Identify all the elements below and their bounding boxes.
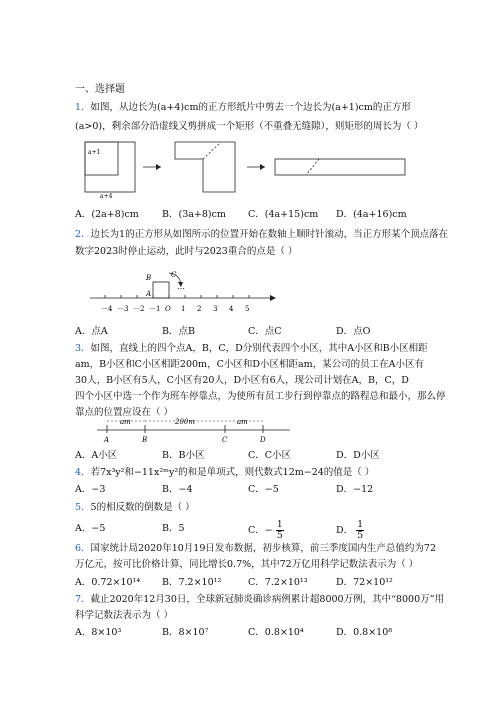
point-b: B — [142, 436, 148, 444]
tick-label: 5 — [245, 305, 250, 313]
option-c[interactable]: C．0.8×10⁴ — [248, 627, 304, 638]
option-a[interactable]: A．−5 — [75, 523, 106, 534]
option-a[interactable]: A．点A — [75, 326, 108, 337]
fraction-numerator: 1 — [357, 519, 364, 530]
option-a[interactable]: A．−3 — [75, 484, 106, 495]
question-text: 万亿元，按可比价格计算，同比增长0.7%，其中72万亿用科学记数法表示为（ ） — [75, 559, 419, 570]
option-c[interactable]: C．(4a+15)cm — [248, 209, 319, 220]
option-a[interactable]: A．0.72×10¹⁴ — [75, 577, 141, 588]
segment-ab-label: am — [120, 418, 131, 426]
fraction-numerator: 1 — [276, 519, 283, 530]
question-text: 数字2023时停止运动，此时与2023重合的点是（ ） — [75, 246, 298, 257]
option-b[interactable]: B．−4 — [162, 484, 193, 495]
q3-line-figure — [95, 416, 295, 446]
option-d[interactable] — [336, 520, 364, 541]
segment-cd-label: am — [237, 418, 248, 426]
question-text: 截止2020年12月30日，全球新冠肺炎确诊病例累计超8000万例，其中“8000万”用 — [90, 594, 444, 605]
question-number: 4． — [75, 467, 91, 478]
question-number: 6． — [75, 543, 91, 554]
option-c[interactable]: C．7.2×10¹³ — [248, 577, 308, 588]
option-c[interactable]: C．−5 — [248, 484, 279, 495]
point-d: D — [260, 436, 266, 444]
option-d[interactable]: D．0.8×10⁸ — [336, 627, 393, 638]
label-a-plus-1: a+1 — [88, 149, 101, 156]
question-text: 30人，B小区有5人，C小区有20人，D小区有6人，现公司计划在A，B，C，D — [75, 375, 409, 386]
question-text: 如图，从边长为(a+4)cm的正方形纸片中剪去一个边长为(a+1)cm的正方形 — [90, 102, 411, 113]
option-d[interactable]: D．D小区 — [336, 450, 380, 461]
option-b[interactable]: B．7.2×10¹² — [162, 577, 222, 588]
segment-bc-label: 200m — [175, 418, 195, 426]
point-b-label: B — [146, 274, 152, 282]
fraction-denominator: 5 — [276, 530, 283, 541]
option-c-label: C．− — [248, 525, 273, 536]
option-c[interactable]: C．点C — [248, 326, 282, 337]
point-a-label: A — [146, 290, 152, 298]
label-a-plus-4: a+4 — [100, 193, 113, 200]
q1-figure — [75, 137, 415, 201]
question-text: 四个小区中选一个作为班车停靠点，为使所有员工步行到停靠点的路程总和最小，那么停 — [75, 391, 446, 402]
question-number: 5． — [75, 502, 91, 513]
q2-number-line — [85, 258, 285, 320]
point-c: C — [222, 436, 228, 444]
question-text: 科学记数法表示为（ ） — [75, 610, 174, 621]
fraction — [356, 520, 364, 541]
question-text: 靠点的位置应设在（ ） — [75, 407, 174, 418]
option-b[interactable]: B．B小区 — [162, 450, 205, 461]
question-number: 3． — [75, 343, 91, 354]
option-a[interactable]: A．A小区 — [75, 450, 118, 461]
option-d[interactable]: D．(4a+16)cm — [336, 209, 407, 220]
fraction — [276, 520, 284, 541]
question-text: 若7x³y²和−11x²ᵐy²的和是单项式，则代数式12m−24的值是（ ） — [90, 467, 375, 478]
question-text: 5的相反数的倒数是（ ） — [90, 502, 195, 513]
option-c[interactable] — [248, 520, 284, 541]
tick-label: 4 — [229, 305, 234, 313]
tick-label: 1 — [181, 305, 186, 313]
option-a[interactable]: A．(2a+8)cm — [75, 209, 139, 220]
tick-label: O — [165, 305, 171, 313]
question-text: 如图，直线上的四个点A，B，C，D分别代表四个小区，其中A小区和B小区相距 — [90, 343, 428, 354]
section-title: 一、选择题 — [75, 84, 125, 95]
option-d[interactable]: D．72×10¹² — [336, 577, 393, 588]
question-number: 7． — [75, 594, 91, 605]
point-c-label: C — [171, 271, 177, 279]
option-b[interactable]: B．5 — [162, 523, 185, 534]
tick-label: 2 — [197, 305, 202, 313]
fraction-denominator: 5 — [357, 530, 364, 541]
question-text: 边长为1的正方形从如图所示的位置开始在数轴上顺时针滚动，当正方形某个顶点落在 — [90, 229, 449, 240]
option-c[interactable]: C．C小区 — [248, 450, 292, 461]
option-b[interactable]: B．8×10⁷ — [162, 627, 209, 638]
question-text: am，B小区和C小区相距200m，C小区和D小区相距am，某公司的员工在A小区有 — [75, 359, 424, 370]
option-d[interactable]: D．−12 — [336, 484, 374, 495]
tick-label: －2 — [133, 305, 145, 313]
question-text: (a>0)，剩余部分沿虚线又剪拼成一个矩形（不重叠无缝隙），则矩形的周长为（ ） — [75, 121, 424, 132]
tick-label: －3 — [117, 305, 129, 313]
tick-label: －1 — [149, 305, 161, 313]
ellipsis: … — [177, 282, 185, 291]
tick-label: －4 — [101, 305, 113, 313]
question-number: 1． — [75, 102, 91, 113]
option-d-label: D． — [336, 525, 354, 536]
tick-label: 3 — [213, 305, 218, 313]
option-b[interactable]: B．点B — [162, 326, 195, 337]
option-a[interactable]: A．8×10³ — [75, 627, 122, 638]
question-text: 国家统计局2020年10月19日发布数据，初步核算，前三季度国内生产总值约为72 — [90, 543, 436, 554]
option-d[interactable]: D．点O — [336, 326, 371, 337]
question-number: 2． — [75, 229, 91, 240]
point-a: A — [104, 436, 110, 444]
option-b[interactable]: B．(3a+8)cm — [162, 209, 226, 220]
